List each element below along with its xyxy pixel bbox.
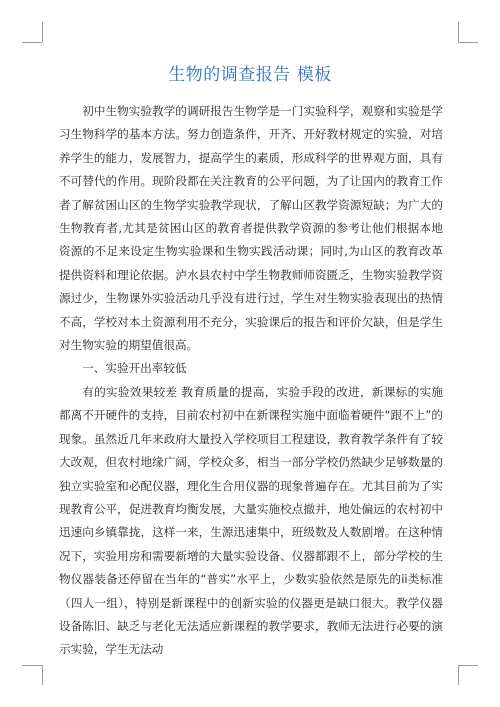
crop-mark-top-right xyxy=(458,22,459,42)
crop-mark-top-left xyxy=(22,42,42,43)
section-heading: 一、实验开出率较低 xyxy=(82,361,187,376)
intro-paragraph: 初中生物实验教学的调研报告生物学是一门实验科学，观察和实验是学习生物科学的基本方法。努力创造条件，开齐、开好教材规定的实验，对培养学生的能力，发展智力，提高学生的素质，形成科学的世界观方面，具有不可替代的作用。现阶段都在关注教育的公平问题，为了让国内的教育工作者了解贫困山区的生物学实验教学现状，了解山区教学资源短缺；为广大的生物教育者,尤其是贫困山区的教育者提供教学资源的参考让他们根据本地资源的不足来设定生物实验课和生物实践活动课；同时,为山区的教育改革提供资料和理论依据。泸水县农村中学生物教师师资匮乏，生物实验教学资源过少，生物课外实验活动几乎没有进行过，学生对生物实验表现出的热情不高，学校对本土资源利用不充分，实验课后的报告和评价欠缺，但是学生对生物实验的期望值很高。 xyxy=(59,104,443,353)
crop-mark-top-left xyxy=(42,22,43,42)
crop-mark-top-right xyxy=(458,42,478,43)
document-title: 生物的调查报告 模板 xyxy=(168,65,332,85)
crop-mark-bottom-right xyxy=(458,665,478,666)
document-body xyxy=(59,100,443,662)
crop-mark-bottom-left xyxy=(42,665,43,685)
crop-mark-bottom-right xyxy=(458,665,459,685)
crop-mark-bottom-left xyxy=(22,665,42,666)
section-paragraph: 有的实验效果较差 教育质量的提高，实验手段的改进，新课标的实施都离不开硬件的支持，目前农村初中在新课程实施中面临着硬件“跟不上”的现象。虽然近几年来政府大量投入学校项目工程建设，教育教学条件有了较大改观，但农村地缘广阔，学校众多，相当一部分学校仍然缺少足够数量的独立实验室和必配仪器，理化生合用仪器的现象普遍存在。尤其目前为了实现教育公平，促进教育均衡发展，大量实施校点撤并，地处偏远的农村初中迅速向乡镇靠拢，这样一来，生源迅速集中，班级数及人数剧增。在这种情况下，实验用房和需要新增的大量实验设备、仪器都跟不上，部分学校的生物仪器装备还停留在当年的“普实”水平上，少数实验依然是原先的ii类标准（四人一组），特别是新课程中的创新实验的仪器更是缺口很大。教学仪器设备陈旧、缺乏与老化无法适应新课程的教学要求，教师无法进行必要的演示实验，学生无法动 xyxy=(59,384,443,657)
